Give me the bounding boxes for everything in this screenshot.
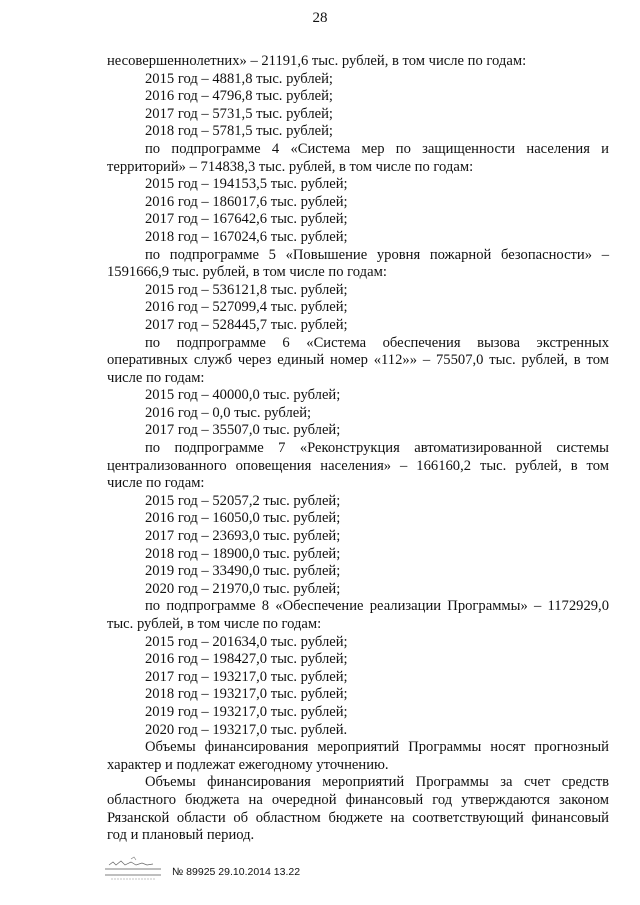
text-line: 2017 год – 167642,6 тыс. рублей; bbox=[145, 211, 348, 228]
text-line: характер и подлежат ежегодному уточнению. bbox=[107, 756, 389, 773]
text-line: 2015 год – 40000,0 тыс. рублей; bbox=[145, 387, 341, 404]
text-line: 2017 год – 193217,0 тыс. рублей; bbox=[145, 668, 348, 685]
text-line: числе по годам: bbox=[107, 369, 205, 386]
text-line: 2016 год – 16050,0 тыс. рублей; bbox=[145, 510, 341, 527]
text-line: Объемы финансирования мероприятий Программы за счет средств bbox=[145, 774, 609, 791]
registration-stamp-icon bbox=[103, 855, 165, 883]
text-line: 2019 год – 33490,0 тыс. рублей; bbox=[145, 563, 341, 580]
text-line: по подпрограмме 4 «Система мер по защищенности населения и bbox=[145, 140, 609, 157]
text-line: год и плановый период. bbox=[107, 827, 255, 844]
text-line: 2015 год – 52057,2 тыс. рублей; bbox=[145, 492, 341, 509]
page-number: 28 bbox=[312, 10, 328, 26]
text-line: по подпрограмме 5 «Повышение уровня пожарной безопасности» – bbox=[145, 246, 609, 263]
text-line: 2018 год – 167024,6 тыс. рублей; bbox=[145, 228, 348, 245]
text-line: 2016 год – 186017,6 тыс. рублей; bbox=[145, 193, 348, 210]
text-line: 2016 год – 198427,0 тыс. рублей; bbox=[145, 651, 348, 668]
registration-number: № 89925 29.10.2014 13.22 bbox=[172, 866, 301, 878]
text-line: оперативных служб через единый номер «112»» – 75507,0 тыс. рублей, в том bbox=[107, 352, 609, 369]
document-body bbox=[107, 53, 609, 845]
text-line: 1591666,9 тыс. рублей, в том числе по годам: bbox=[107, 264, 387, 281]
text-line: 2019 год – 193217,0 тыс. рублей; bbox=[145, 703, 348, 720]
text-line: 2016 год – 527099,4 тыс. рублей; bbox=[145, 299, 348, 316]
text-line: 2017 год – 35507,0 тыс. рублей; bbox=[145, 422, 341, 439]
text-line: по подпрограмме 7 «Реконструкция автоматизированной системы bbox=[145, 440, 609, 457]
text-line: территорий» – 714838,3 тыс. рублей, в том числе по годам: bbox=[107, 158, 474, 175]
text-line: 2015 год – 536121,8 тыс. рублей; bbox=[145, 281, 348, 298]
text-line: Рязанской области об областном бюджете на соответствующий финансовый bbox=[107, 809, 609, 826]
text-line: централизованного оповещения населения» – 166160,2 тыс. рублей, в том bbox=[107, 457, 609, 474]
text-line: 2020 год – 21970,0 тыс. рублей; bbox=[145, 580, 341, 597]
text-line: Объемы финансирования мероприятий Программы носят прогнозный bbox=[145, 739, 609, 756]
text-line: 2018 год – 5781,5 тыс. рублей; bbox=[145, 123, 333, 140]
text-line: 2015 год – 201634,0 тыс. рублей; bbox=[145, 633, 348, 650]
text-line: 2017 год – 5731,5 тыс. рублей; bbox=[145, 105, 333, 122]
text-line: 2016 год – 0,0 тыс. рублей; bbox=[145, 404, 312, 421]
text-line: 2018 год – 18900,0 тыс. рублей; bbox=[145, 545, 341, 562]
text-line: тыс. рублей, в том числе по годам: bbox=[107, 616, 322, 632]
text-line: 2015 год – 194153,5 тыс. рублей; bbox=[145, 176, 348, 193]
text-line: 2016 год – 4796,8 тыс. рублей; bbox=[145, 88, 333, 105]
text-line: 2017 год – 528445,7 тыс. рублей; bbox=[145, 316, 348, 333]
text-line: по подпрограмме 8 «Обеспечение реализации Программы» – 1172929,0 bbox=[145, 598, 609, 615]
text-line: 2020 год – 193217,0 тыс. рублей. bbox=[145, 721, 348, 738]
text-line: несовершеннолетних» – 21191,6 тыс. рублей, в том числе по годам: bbox=[107, 53, 527, 69]
text-line: числе по годам: bbox=[107, 475, 205, 492]
text-line: областного бюджета на очередной финансовый год утверждаются законом bbox=[107, 791, 609, 808]
text-line: по подпрограмме 6 «Система обеспечения вызова экстренных bbox=[145, 334, 609, 351]
text-line: 2015 год – 4881,8 тыс. рублей; bbox=[145, 70, 333, 87]
text-line: 2018 год – 193217,0 тыс. рублей; bbox=[145, 686, 348, 703]
text-line: 2017 год – 23693,0 тыс. рублей; bbox=[145, 528, 341, 545]
